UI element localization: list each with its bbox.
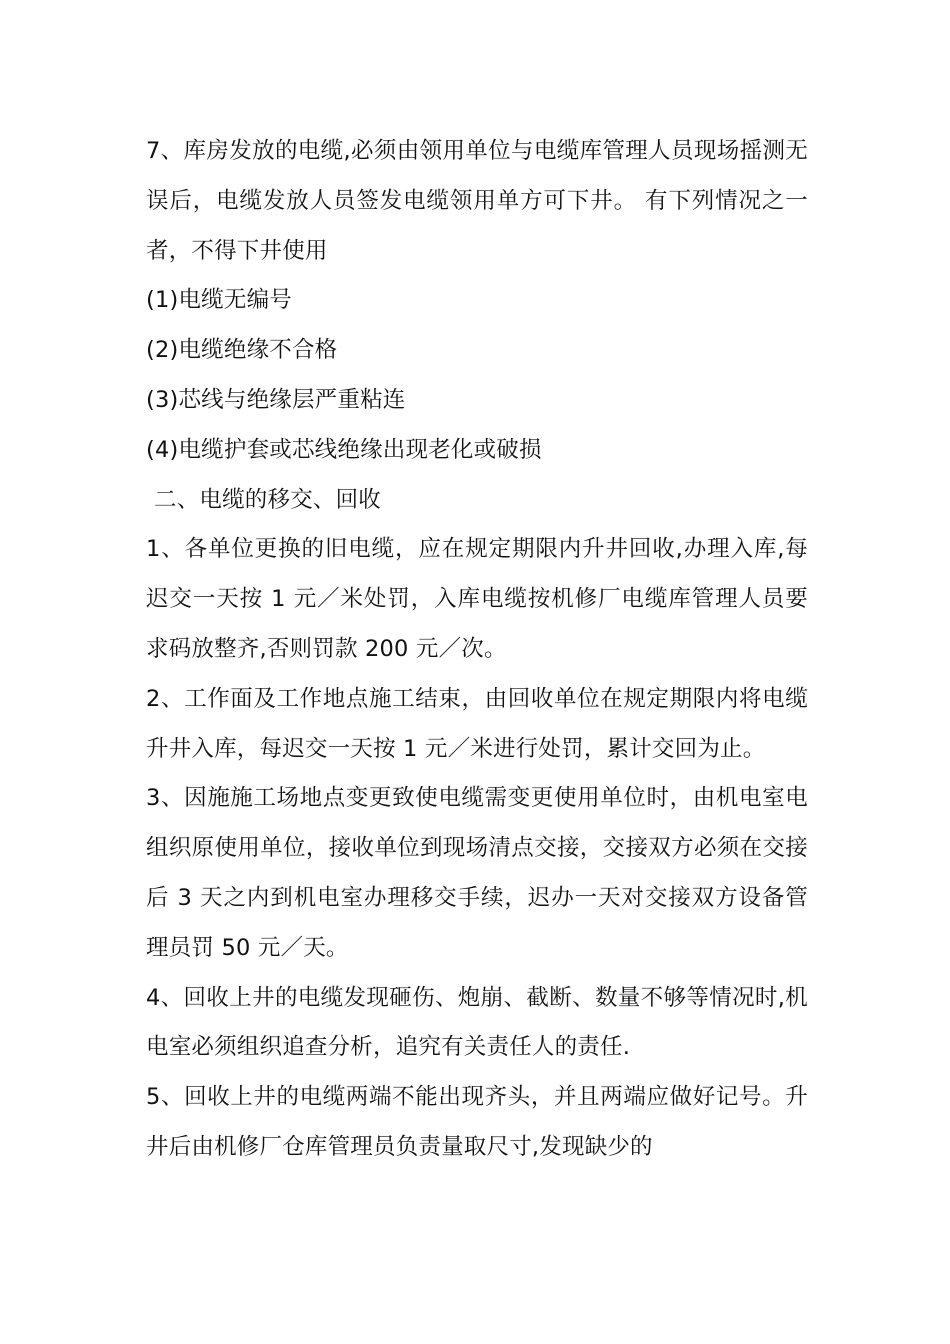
condition-item-4: (4)电缆护套或芯线绝缘出现老化或破损 <box>146 436 542 463</box>
recovery-item-5: 5、回收上井的电缆两端不能出现齐头，并且两端应做好记号。升井后由机修厂仓库管理员负责量取尺寸,发现缺少的 <box>146 1084 808 1160</box>
recovery-item-4: 4、回收上井的电缆发现砸伤、炮崩、截断、数量不够等情况时,机电室必须组织追查分析，追究有关责任人的责任. <box>146 984 808 1061</box>
paragraph-item-7: 7、库房发放的电缆,必须由领用单位与电缆库管理人员现场摇测无误后，电缆发放人员签发电缆领用单方可下井。 有下列情况之一者，不得下井使用 <box>146 138 808 264</box>
recovery-item-1: 1、各单位更换的旧电缆，应在规定期限内升井回收,办理入库,每迟交一天按 1 元／米处罚，入库电缆按机修厂电缆库管理人员要求码放整齐,否则罚款 200 元／次。 <box>146 536 808 662</box>
recovery-item-2: 2、工作面及工作地点施工结束，由回收单位在规定期限内将电缆升井入库，每迟交一天按 1 元／米进行处罚，累计交回为止。 <box>146 685 808 762</box>
condition-item-2: (2)电缆绝缘不合格 <box>146 337 338 364</box>
recovery-item-3: 3、因施施工场地点变更致使电缆需变更使用单位时，由机电室电组织原使用单位，接收单位到现场清点交接，交接双方必须在交接后 3 天之内到机电室办理移交手续，迟办一天对交接双方设备管理员罚 50 元／天。 <box>146 785 808 961</box>
section-heading-transfer-recovery: 二、电缆的移交、回收 <box>154 486 382 513</box>
condition-item-3: (3)芯线与绝缘层严重粘连 <box>146 386 406 413</box>
document-body <box>146 127 808 1173</box>
condition-item-1: (1)电缆无编号 <box>146 287 292 314</box>
